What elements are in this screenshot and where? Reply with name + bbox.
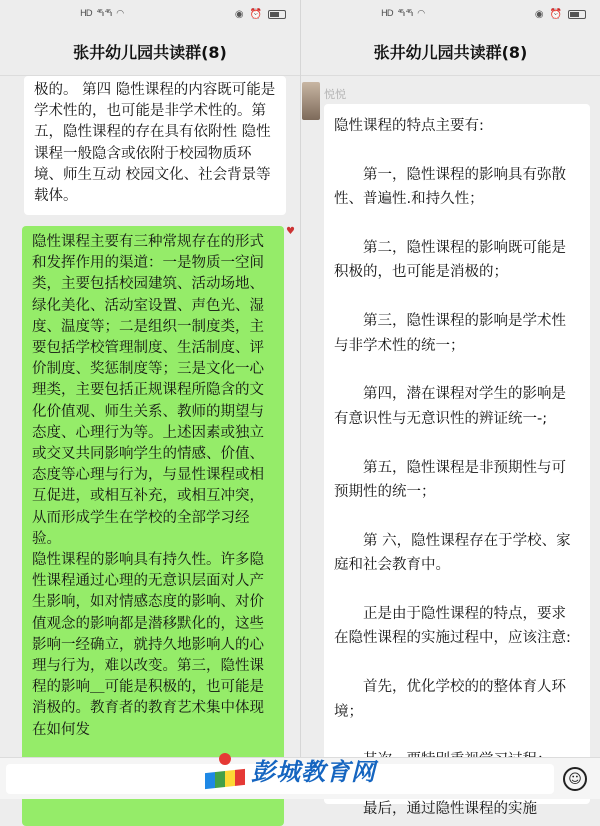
message-paragraph: 最后，通过隐性课程的实施 xyxy=(334,801,537,818)
wifi-icon: ◠ xyxy=(417,9,425,19)
message-paragraph: 首先，优化学校的的整体育人环境； xyxy=(334,679,566,720)
message-text: 极的。 第四 隐性课程的内容既可能是学术性的，也可能是非学术性的。第五，隐性课程的存在具有依附性 隐性课程一般隐含或依附于校园物质环境、师生互动 校园文化、社会背景等载体。 xyxy=(34,82,276,205)
message-paragraph: 第三，隐性课程的影响是学术性与非学术性的统一； xyxy=(334,313,566,354)
avatar-icon[interactable]: ♥ xyxy=(286,226,295,237)
signal-indicators xyxy=(80,9,123,19)
battery-icon xyxy=(568,10,586,19)
status-right-icons xyxy=(535,9,586,20)
message-bubble[interactable] xyxy=(24,76,286,215)
watermark-logo-icon xyxy=(205,753,245,787)
alarm-icon: ⏰ xyxy=(549,8,562,20)
eye-icon: ◉ xyxy=(234,8,244,20)
alarm-icon: ⏰ xyxy=(249,8,262,20)
status-bar xyxy=(0,0,300,28)
signal-icon: ⁴⁶ᵢₗ ⁴⁶ᵢₗ xyxy=(96,9,112,19)
message-paragraph: 第 六，隐性课程存在于学校、家庭和社会教育中。 xyxy=(334,532,571,574)
watermark-text: 彭城教育网 xyxy=(251,758,376,786)
message-paragraph: 第一，隐性课程的影响具有弥散性、普遍性.和持久性； xyxy=(334,166,566,208)
left-chat-panel xyxy=(0,0,300,799)
eye-icon: ◉ xyxy=(534,8,544,20)
message-paragraph: 第二，隐性课程的影响既可能是积极的，也可能是消极的； xyxy=(334,240,566,281)
watermark xyxy=(205,752,376,787)
chat-title: 张井幼儿园共读群(8) xyxy=(301,28,600,76)
status-right-icons xyxy=(235,9,286,20)
own-message-bubble[interactable] xyxy=(22,226,284,826)
message-bubble[interactable] xyxy=(324,104,590,818)
message-paragraph: 正是由于隐性课程的特点，要求在隐性课程的实施过程中，应该注意: xyxy=(334,606,571,647)
signal-icon: ⁴⁶ᵢₗ ⁴⁶ᵢₗ xyxy=(397,9,413,19)
sender-avatar[interactable] xyxy=(302,82,320,120)
signal-indicators xyxy=(381,9,424,19)
hd-badge: HD xyxy=(80,9,92,19)
status-bar xyxy=(301,0,600,28)
chat-title: 张井幼儿园共读群(8) xyxy=(0,28,300,76)
battery-icon xyxy=(268,10,286,19)
message-paragraph: 隐性课程的特点主要有: xyxy=(334,118,484,134)
emoji-icon[interactable]: ☺ xyxy=(563,767,587,791)
message-paragraph: 第四，潜在课程对学生的影响是有意识性与无意识性的辨证统一-; xyxy=(334,386,566,427)
sender-name: 悦悦 xyxy=(324,88,346,101)
wifi-icon: ◠ xyxy=(116,9,124,19)
message-paragraph: 第五，隐性课程是非预期性与可预期性的统一； xyxy=(334,459,566,501)
hd-badge: HD xyxy=(381,9,393,19)
message-text: 隐性课程主要有三种常规存在的形式和发挥作用的渠道：一是物质一空间类，主要包括校园建筑、活动场地、绿化美化、活动室设置、声色光、湿度、温度等；二是组织一制度类，主要包括学校管理制度、生活制度、评价制度、奖惩制度等；三是文化一心理类，主要包括正规课程所隐含的文化价值观、师生关系、教师的期望与态度、心理行为等。上述因素或独立或交叉共同影响学生的情感、价值、态度等心理与行为，与显性课程或相互促进，或相互补充，或相互冲突，从而形成学生在学校的全部学习经验。 隐性课程的影响具有持久性。许多隐性课程通过心理的无意识层面对人产生影响，如对情感态度的影响、对价值观念的影响都是潜移默化的，这些影响一经确立，就持久地影响人的心理与行为，难以改变。第三，隐性课程的影响＿可能是积极的，也可能是消极的。教育者的教育艺术集中体现在如何发 xyxy=(32,234,264,738)
